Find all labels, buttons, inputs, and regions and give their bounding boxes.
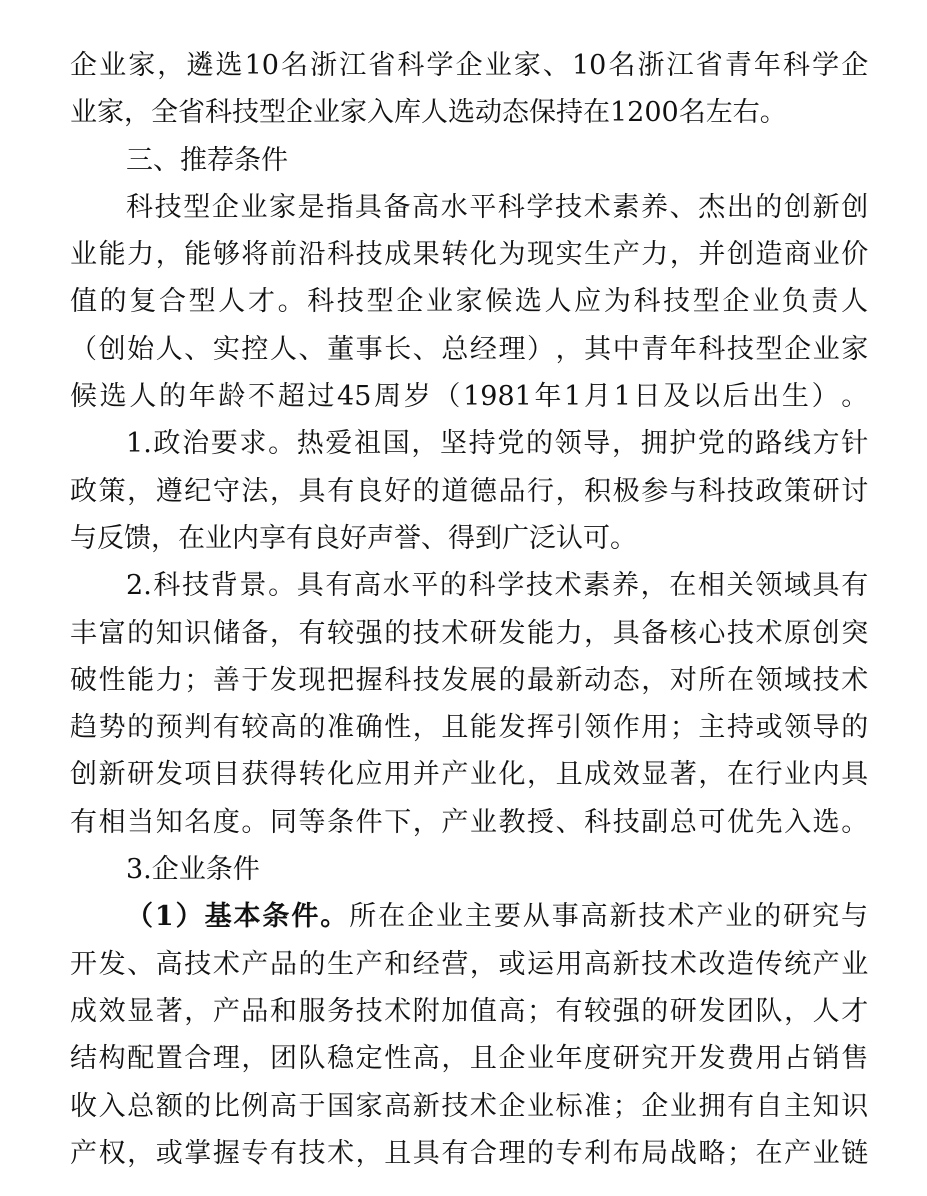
item-enterprise-conditions: 3.企业条件	[126, 854, 260, 886]
body-line: 企业家，遴选10名浙江省科学企业家、10名浙江省青年科学企	[70, 50, 869, 81]
document-page	[70, 42, 868, 1177]
body-line: 开发、高技术产品的生产和经营，或运用高新技术改造传统产业	[70, 948, 869, 980]
item-tech-background: 2.科技背景。具有高水平的科学技术素养，在相关领域具有	[126, 570, 869, 602]
body-line: 产权，或掌握专有技术，且具有合理的专利布局战略；在产业链	[70, 1137, 869, 1169]
body-line: （创始人、实控人、董事长、总经理），其中青年科技型企业家	[70, 333, 869, 365]
body-line: 与反馈，在业内享有良好声誉、得到广泛认可。	[70, 522, 637, 554]
body-line: 值的复合型人才。科技型企业家候选人应为科技型企业负责人	[70, 286, 869, 318]
body-line: 有相当知名度。同等条件下，产业教授、科技副总可优先入选。	[70, 806, 869, 838]
body-line: 政策，遵纪守法，具有良好的道德品行，积极参与科技政策研讨	[70, 475, 869, 507]
subitem-basic-conditions	[70, 893, 868, 940]
section-heading: 三、推荐条件	[126, 144, 288, 176]
body-line: 趋势的预判有较高的准确性，且能发挥引领作用；主持或领导的	[70, 712, 869, 744]
body-line: 收入总额的比例高于国家高新技术企业标准；企业拥有自主知识	[70, 1090, 869, 1122]
paragraph-start: 科技型企业家是指具备高水平科学技术素养、杰出的创新创	[126, 191, 869, 223]
body-line: 丰富的知识储备，有较强的技术研发能力，具备核心技术原创突	[70, 617, 869, 649]
body-line: 成效显著，产品和服务技术附加值高；有较强的研发团队，人才	[70, 995, 869, 1027]
bold-lead: （1）基本条件。	[126, 901, 350, 933]
bold-line-rest: 所在企业主要从事高新技术产业的研究与	[349, 901, 868, 933]
body-line: 创新研发项目获得转化应用并产业化，且成效显著，在行业内具	[70, 759, 869, 791]
item-political-requirements: 1.政治要求。热爱祖国，坚持党的领导，拥护党的路线方针	[126, 428, 869, 460]
body-line: 业能力，能够将前沿科技成果转化为现实生产力，并创造商业价	[70, 239, 869, 271]
body-line: 破性能力；善于发现把握科技发展的最新动态，对所在领域技术	[70, 664, 869, 696]
body-line: 结构配置合理，团队稳定性高，且企业年度研究开发费用占销售	[70, 1043, 869, 1075]
body-line: 候选人的年龄不超过45周岁（1981年1月1日及以后出生）。	[70, 381, 869, 413]
body-line: 业家，全省科技型企业家入库人选动态保持在1200名左右。	[70, 97, 787, 129]
